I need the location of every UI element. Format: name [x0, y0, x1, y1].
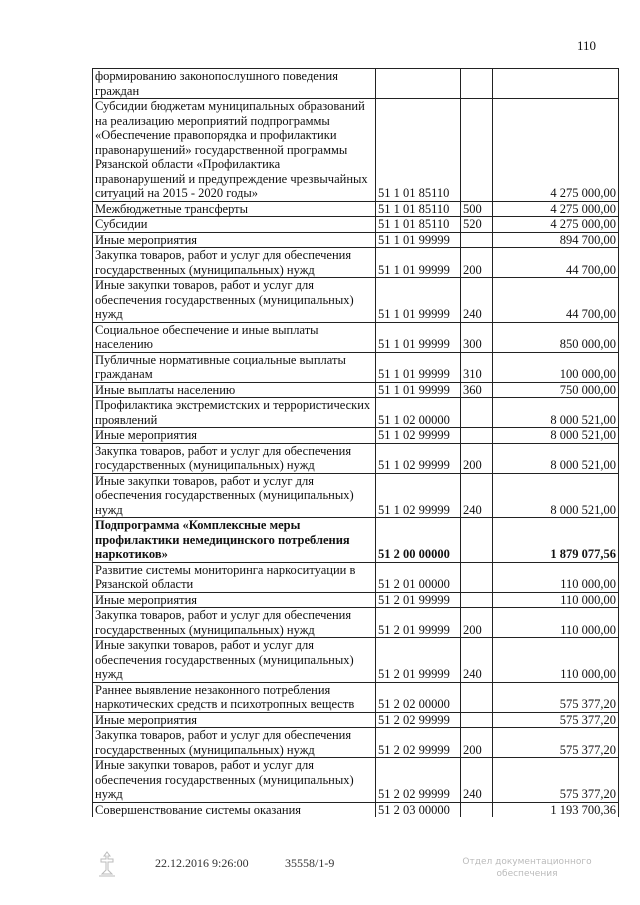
- row-amount-cell: 1 193 700,36: [493, 802, 619, 817]
- row-amount-cell: 44 700,00: [493, 248, 619, 278]
- table-row: [93, 217, 619, 233]
- stamp-watermark: Отдел документационного обеспечения: [462, 857, 592, 879]
- row-name-cell: Субсидии бюджетам муниципальных образований на реализацию мероприятий подпрограммы «Обеспечение правопорядка и профилактики правонарушений» государственной программы Рязанской области «Профилактика правонарушений и предупреждение чрезвычайных ситуаций на 2015 - 2020 годы»: [93, 99, 376, 202]
- row-type-cell: [461, 428, 493, 444]
- row-name-cell: Иные мероприятия: [93, 232, 376, 248]
- row-name-cell: Совершенствование системы оказания: [93, 802, 376, 817]
- table-row: [93, 802, 619, 817]
- row-amount-cell: 1 879 077,56: [493, 518, 619, 563]
- row-amount-cell: 4 275 000,00: [493, 99, 619, 202]
- row-name-cell: Профилактика экстремистских и террористических проявлений: [93, 398, 376, 428]
- row-code-cell: 51 2 01 99999: [376, 608, 461, 638]
- row-code-cell: 51 1 01 99999: [376, 322, 461, 352]
- table-row: [93, 443, 619, 473]
- page-number: 110: [577, 38, 597, 53]
- row-type-cell: 360: [461, 382, 493, 398]
- row-type-cell: 200: [461, 443, 493, 473]
- row-code-cell: 51 1 01 85110: [376, 99, 461, 202]
- row-code-cell: 51 1 01 99999: [376, 278, 461, 323]
- row-name-cell: Иные мероприятия: [93, 592, 376, 608]
- row-name-cell: формированию законопослушного поведения граждан: [93, 69, 376, 99]
- row-name-cell: Иные закупки товаров, работ и услуг для обеспечения государственных (муниципальных) нужд: [93, 638, 376, 683]
- row-name-cell: Субсидии: [93, 217, 376, 233]
- table-row: [93, 248, 619, 278]
- row-type-cell: 310: [461, 352, 493, 382]
- row-type-cell: [461, 398, 493, 428]
- row-type-cell: [461, 562, 493, 592]
- row-amount-cell: 44 700,00: [493, 278, 619, 323]
- row-amount-cell: 4 275 000,00: [493, 217, 619, 233]
- row-name-cell: Иные мероприятия: [93, 712, 376, 728]
- row-amount-cell: 575 377,20: [493, 728, 619, 758]
- row-name-cell: Иные мероприятия: [93, 428, 376, 444]
- row-code-cell: 51 2 02 00000: [376, 682, 461, 712]
- row-amount-cell: 8 000 521,00: [493, 473, 619, 518]
- table-row: [93, 712, 619, 728]
- row-name-cell: Раннее выявление незаконного потребления наркотических средств и психотропных веществ: [93, 682, 376, 712]
- row-code-cell: 51 1 01 99999: [376, 382, 461, 398]
- table-row: [93, 201, 619, 217]
- budget-table-body: [93, 69, 619, 818]
- row-type-cell: 520: [461, 217, 493, 233]
- row-code-cell: 51 1 01 99999: [376, 248, 461, 278]
- table-row: [93, 428, 619, 444]
- table-row: [93, 382, 619, 398]
- row-code-cell: 51 1 01 99999: [376, 352, 461, 382]
- footer-doc-number: 35558/1-9: [285, 856, 335, 870]
- row-name-cell: Иные закупки товаров, работ и услуг для обеспечения государственных (муниципальных) нужд: [93, 758, 376, 803]
- row-amount-cell: 110 000,00: [493, 562, 619, 592]
- table-row: [93, 473, 619, 518]
- table-row: [93, 69, 619, 99]
- row-code-cell: 51 1 01 85110: [376, 217, 461, 233]
- row-code-cell: 51 2 01 99999: [376, 638, 461, 683]
- table-row: [93, 99, 619, 202]
- row-amount-cell: 575 377,20: [493, 712, 619, 728]
- table-row: [93, 608, 619, 638]
- table-row: [93, 562, 619, 592]
- row-type-cell: 200: [461, 608, 493, 638]
- table-row: [93, 518, 619, 563]
- row-code-cell: 51 2 03 00000: [376, 802, 461, 817]
- table-row: [93, 278, 619, 323]
- footer: [0, 856, 640, 896]
- row-type-cell: 200: [461, 728, 493, 758]
- row-amount-cell: 110 000,00: [493, 638, 619, 683]
- row-amount-cell: 110 000,00: [493, 608, 619, 638]
- row-code-cell: 51 1 02 99999: [376, 428, 461, 444]
- row-code-cell: 51 2 02 99999: [376, 728, 461, 758]
- row-amount-cell: 110 000,00: [493, 592, 619, 608]
- row-name-cell: Подпрограмма «Комплексные меры профилактики немедицинского потребления наркотиков»: [93, 518, 376, 563]
- row-code-cell: 51 1 02 99999: [376, 443, 461, 473]
- row-type-cell: [461, 592, 493, 608]
- row-code-cell: 51 2 01 99999: [376, 592, 461, 608]
- row-code-cell: 51 1 02 99999: [376, 473, 461, 518]
- row-code-cell: 51 1 01 99999: [376, 232, 461, 248]
- row-name-cell: Иные закупки товаров, работ и услуг для обеспечения государственных (муниципальных) нужд: [93, 278, 376, 323]
- table-row: [93, 398, 619, 428]
- row-type-cell: 240: [461, 638, 493, 683]
- table-row: [93, 728, 619, 758]
- row-name-cell: Межбюджетные трансферты: [93, 201, 376, 217]
- row-amount-cell: [493, 69, 619, 99]
- row-amount-cell: 850 000,00: [493, 322, 619, 352]
- row-code-cell: 51 2 02 99999: [376, 712, 461, 728]
- table-row: [93, 758, 619, 803]
- row-name-cell: Социальное обеспечение и иные выплаты населению: [93, 322, 376, 352]
- row-name-cell: Закупка товаров, работ и услуг для обеспечения государственных (муниципальных) нужд: [93, 728, 376, 758]
- table-row: [93, 352, 619, 382]
- table-row: [93, 592, 619, 608]
- table-row: [93, 322, 619, 352]
- row-type-cell: [461, 682, 493, 712]
- row-name-cell: Закупка товаров, работ и услуг для обеспечения государственных (муниципальных) нужд: [93, 443, 376, 473]
- row-name-cell: Закупка товаров, работ и услуг для обеспечения государственных (муниципальных) нужд: [93, 248, 376, 278]
- row-type-cell: [461, 232, 493, 248]
- row-type-cell: [461, 69, 493, 99]
- row-type-cell: 500: [461, 201, 493, 217]
- row-type-cell: 200: [461, 248, 493, 278]
- row-amount-cell: 8 000 521,00: [493, 428, 619, 444]
- row-name-cell: Иные выплаты населению: [93, 382, 376, 398]
- row-amount-cell: 750 000,00: [493, 382, 619, 398]
- table-row: [93, 638, 619, 683]
- row-type-cell: 240: [461, 758, 493, 803]
- row-name-cell: Закупка товаров, работ и услуг для обеспечения государственных (муниципальных) нужд: [93, 608, 376, 638]
- row-amount-cell: 575 377,20: [493, 682, 619, 712]
- row-amount-cell: 575 377,20: [493, 758, 619, 803]
- row-type-cell: [461, 802, 493, 817]
- row-code-cell: 51 2 00 00000: [376, 518, 461, 563]
- row-type-cell: 240: [461, 278, 493, 323]
- footer-timestamp: 22.12.2016 9:26:00: [155, 856, 249, 870]
- table-row: [93, 682, 619, 712]
- row-amount-cell: 8 000 521,00: [493, 398, 619, 428]
- table-row: [93, 232, 619, 248]
- row-type-cell: [461, 712, 493, 728]
- row-amount-cell: 8 000 521,00: [493, 443, 619, 473]
- row-name-cell: Публичные нормативные социальные выплаты гражданам: [93, 352, 376, 382]
- row-code-cell: 51 1 02 00000: [376, 398, 461, 428]
- row-amount-cell: 894 700,00: [493, 232, 619, 248]
- budget-table: [92, 68, 619, 817]
- row-code-cell: 51 2 02 99999: [376, 758, 461, 803]
- row-amount-cell: 4 275 000,00: [493, 201, 619, 217]
- row-code-cell: [376, 69, 461, 99]
- row-type-cell: [461, 518, 493, 563]
- row-code-cell: 51 2 01 00000: [376, 562, 461, 592]
- row-type-cell: [461, 99, 493, 202]
- coat-of-arms-icon: [96, 850, 118, 878]
- row-type-cell: 300: [461, 322, 493, 352]
- row-type-cell: 240: [461, 473, 493, 518]
- row-name-cell: Развитие системы мониторинга наркоситуации в Рязанской области: [93, 562, 376, 592]
- row-amount-cell: 100 000,00: [493, 352, 619, 382]
- row-name-cell: Иные закупки товаров, работ и услуг для обеспечения государственных (муниципальных) нужд: [93, 473, 376, 518]
- row-code-cell: 51 1 01 85110: [376, 201, 461, 217]
